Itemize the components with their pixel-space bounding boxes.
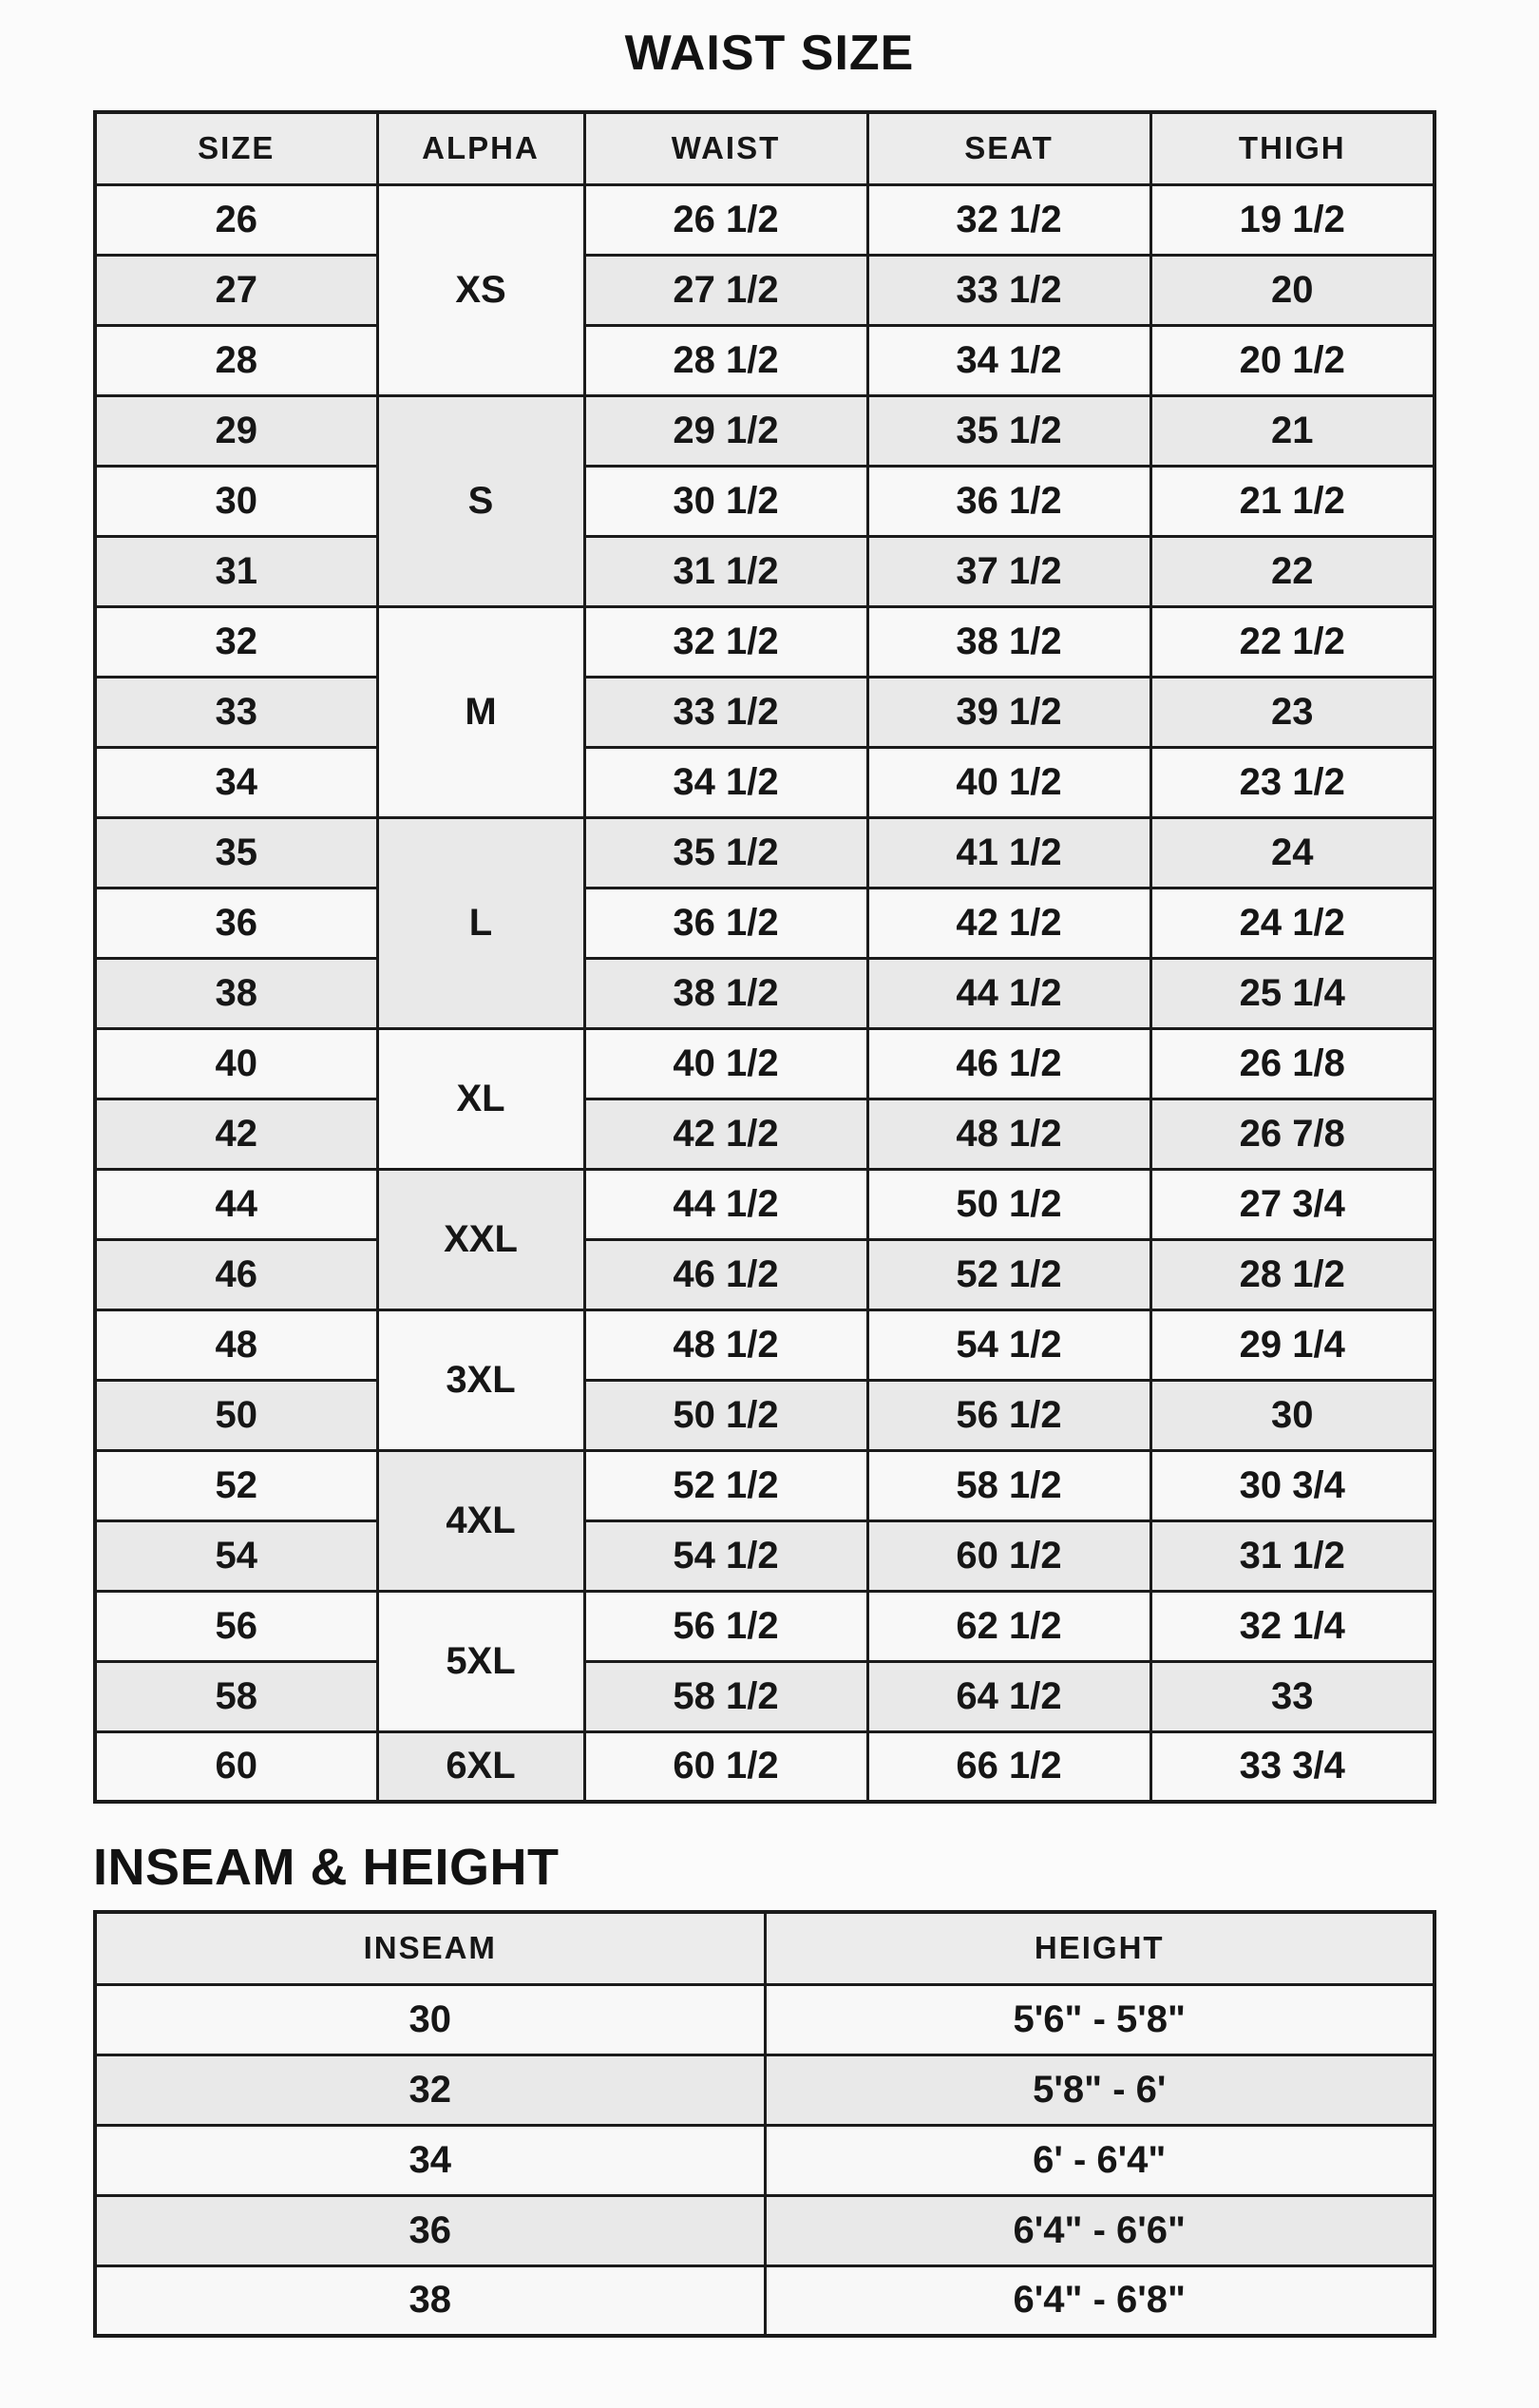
inseam-cell: 38 bbox=[95, 2265, 765, 2336]
seat-cell: 66 1/2 bbox=[867, 1731, 1150, 1802]
thigh-cell: 30 bbox=[1150, 1380, 1434, 1450]
header-cell-seat: SEAT bbox=[867, 112, 1150, 184]
waist-cell: 44 1/2 bbox=[584, 1169, 867, 1239]
seat-cell: 33 1/2 bbox=[867, 255, 1150, 325]
seat-cell: 38 1/2 bbox=[867, 606, 1150, 677]
alpha-cell: XL bbox=[377, 1028, 584, 1169]
table-row bbox=[95, 1169, 1434, 1239]
size-cell: 54 bbox=[95, 1520, 377, 1591]
thigh-cell: 24 bbox=[1150, 817, 1434, 888]
thigh-cell: 21 bbox=[1150, 395, 1434, 466]
alpha-cell: XXL bbox=[377, 1169, 584, 1309]
thigh-cell: 24 1/2 bbox=[1150, 888, 1434, 958]
header-cell-waist: WAIST bbox=[584, 112, 867, 184]
table-row bbox=[95, 536, 1434, 606]
thigh-cell: 31 1/2 bbox=[1150, 1520, 1434, 1591]
table-row bbox=[95, 1520, 1434, 1591]
waist-size-title: WAIST SIZE bbox=[624, 26, 915, 81]
waist-cell: 27 1/2 bbox=[584, 255, 867, 325]
size-cell: 26 bbox=[95, 184, 377, 255]
inseam-height-table bbox=[93, 1910, 1436, 2338]
header-row bbox=[95, 1912, 1434, 1984]
size-cell: 52 bbox=[95, 1450, 377, 1520]
size-cell: 50 bbox=[95, 1380, 377, 1450]
seat-cell: 60 1/2 bbox=[867, 1520, 1150, 1591]
waist-cell: 29 1/2 bbox=[584, 395, 867, 466]
table-row bbox=[95, 958, 1434, 1028]
size-cell: 58 bbox=[95, 1661, 377, 1731]
waist-cell: 52 1/2 bbox=[584, 1450, 867, 1520]
size-cell: 48 bbox=[95, 1309, 377, 1380]
seat-cell: 54 1/2 bbox=[867, 1309, 1150, 1380]
table-row bbox=[95, 1028, 1434, 1099]
waist-cell: 30 1/2 bbox=[584, 466, 867, 536]
waist-cell: 40 1/2 bbox=[584, 1028, 867, 1099]
thigh-cell: 30 3/4 bbox=[1150, 1450, 1434, 1520]
height-cell: 5'8" - 6' bbox=[765, 2054, 1434, 2125]
table-row bbox=[95, 1661, 1434, 1731]
waist-cell: 33 1/2 bbox=[584, 677, 867, 747]
seat-cell: 64 1/2 bbox=[867, 1661, 1150, 1731]
seat-cell: 50 1/2 bbox=[867, 1169, 1150, 1239]
header-cell-inseam: INSEAM bbox=[95, 1912, 765, 1984]
table-row bbox=[95, 606, 1434, 677]
table-row bbox=[95, 1731, 1434, 1802]
size-cell: 34 bbox=[95, 747, 377, 817]
alpha-cell: 4XL bbox=[377, 1450, 584, 1591]
seat-cell: 52 1/2 bbox=[867, 1239, 1150, 1309]
size-cell: 28 bbox=[95, 325, 377, 395]
thigh-cell: 22 1/2 bbox=[1150, 606, 1434, 677]
size-chart-page bbox=[0, 26, 1539, 2408]
seat-cell: 39 1/2 bbox=[867, 677, 1150, 747]
seat-cell: 62 1/2 bbox=[867, 1591, 1150, 1661]
waist-cell: 60 1/2 bbox=[584, 1731, 867, 1802]
size-cell: 27 bbox=[95, 255, 377, 325]
thigh-cell: 28 1/2 bbox=[1150, 1239, 1434, 1309]
waist-cell: 42 1/2 bbox=[584, 1099, 867, 1169]
thigh-cell: 20 1/2 bbox=[1150, 325, 1434, 395]
table-row bbox=[95, 1309, 1434, 1380]
table-row bbox=[95, 184, 1434, 255]
seat-cell: 35 1/2 bbox=[867, 395, 1150, 466]
size-cell: 44 bbox=[95, 1169, 377, 1239]
waist-cell: 48 1/2 bbox=[584, 1309, 867, 1380]
table-row bbox=[95, 395, 1434, 466]
table-row bbox=[95, 747, 1434, 817]
height-cell: 6' - 6'4" bbox=[765, 2125, 1434, 2195]
waist-cell: 34 1/2 bbox=[584, 747, 867, 817]
table-row bbox=[95, 325, 1434, 395]
table-row bbox=[95, 1591, 1434, 1661]
thigh-cell: 32 1/4 bbox=[1150, 1591, 1434, 1661]
size-cell: 60 bbox=[95, 1731, 377, 1802]
table-row bbox=[95, 1984, 1434, 2054]
waist-cell: 26 1/2 bbox=[584, 184, 867, 255]
inseam-height-title: INSEAM & HEIGHT bbox=[93, 1839, 560, 1896]
thigh-cell: 26 7/8 bbox=[1150, 1099, 1434, 1169]
inseam-cell: 30 bbox=[95, 1984, 765, 2054]
table-row bbox=[95, 466, 1434, 536]
seat-cell: 32 1/2 bbox=[867, 184, 1150, 255]
size-cell: 56 bbox=[95, 1591, 377, 1661]
table-row bbox=[95, 817, 1434, 888]
table-row bbox=[95, 677, 1434, 747]
waist-cell: 36 1/2 bbox=[584, 888, 867, 958]
thigh-cell: 33 3/4 bbox=[1150, 1731, 1434, 1802]
thigh-cell: 21 1/2 bbox=[1150, 466, 1434, 536]
header-cell-size: SIZE bbox=[95, 112, 377, 184]
table-row bbox=[95, 2054, 1434, 2125]
alpha-cell: 6XL bbox=[377, 1731, 584, 1802]
waist-cell: 31 1/2 bbox=[584, 536, 867, 606]
waist-cell: 58 1/2 bbox=[584, 1661, 867, 1731]
thigh-cell: 23 bbox=[1150, 677, 1434, 747]
waist-cell: 50 1/2 bbox=[584, 1380, 867, 1450]
thigh-cell: 27 3/4 bbox=[1150, 1169, 1434, 1239]
table-row bbox=[95, 2125, 1434, 2195]
size-cell: 30 bbox=[95, 466, 377, 536]
height-cell: 6'4" - 6'6" bbox=[765, 2195, 1434, 2265]
table-row bbox=[95, 1099, 1434, 1169]
seat-cell: 42 1/2 bbox=[867, 888, 1150, 958]
size-cell: 42 bbox=[95, 1099, 377, 1169]
seat-cell: 56 1/2 bbox=[867, 1380, 1150, 1450]
waist-cell: 56 1/2 bbox=[584, 1591, 867, 1661]
alpha-cell: L bbox=[377, 817, 584, 1028]
size-cell: 38 bbox=[95, 958, 377, 1028]
thigh-cell: 29 1/4 bbox=[1150, 1309, 1434, 1380]
header-row bbox=[95, 112, 1434, 184]
alpha-cell: M bbox=[377, 606, 584, 817]
table-row bbox=[95, 1239, 1434, 1309]
size-cell: 32 bbox=[95, 606, 377, 677]
size-cell: 40 bbox=[95, 1028, 377, 1099]
inseam-cell: 32 bbox=[95, 2054, 765, 2125]
thigh-cell: 23 1/2 bbox=[1150, 747, 1434, 817]
seat-cell: 34 1/2 bbox=[867, 325, 1150, 395]
size-cell: 36 bbox=[95, 888, 377, 958]
size-cell: 33 bbox=[95, 677, 377, 747]
table-row bbox=[95, 888, 1434, 958]
size-cell: 46 bbox=[95, 1239, 377, 1309]
waist-cell: 46 1/2 bbox=[584, 1239, 867, 1309]
size-cell: 29 bbox=[95, 395, 377, 466]
waist-size-table bbox=[93, 110, 1436, 1804]
seat-cell: 48 1/2 bbox=[867, 1099, 1150, 1169]
height-cell: 6'4" - 6'8" bbox=[765, 2265, 1434, 2336]
waist-cell: 38 1/2 bbox=[584, 958, 867, 1028]
table-row bbox=[95, 2265, 1434, 2336]
size-cell: 35 bbox=[95, 817, 377, 888]
thigh-cell: 19 1/2 bbox=[1150, 184, 1434, 255]
thigh-cell: 26 1/8 bbox=[1150, 1028, 1434, 1099]
seat-cell: 44 1/2 bbox=[867, 958, 1150, 1028]
seat-cell: 46 1/2 bbox=[867, 1028, 1150, 1099]
waist-cell: 32 1/2 bbox=[584, 606, 867, 677]
table-row bbox=[95, 255, 1434, 325]
alpha-cell: 3XL bbox=[377, 1309, 584, 1450]
thigh-cell: 20 bbox=[1150, 255, 1434, 325]
header-cell-alpha: ALPHA bbox=[377, 112, 584, 184]
inseam-cell: 36 bbox=[95, 2195, 765, 2265]
size-cell: 31 bbox=[95, 536, 377, 606]
table-row bbox=[95, 2195, 1434, 2265]
alpha-cell: S bbox=[377, 395, 584, 606]
alpha-cell: XS bbox=[377, 184, 584, 395]
waist-cell: 35 1/2 bbox=[584, 817, 867, 888]
seat-cell: 58 1/2 bbox=[867, 1450, 1150, 1520]
thigh-cell: 22 bbox=[1150, 536, 1434, 606]
thigh-cell: 33 bbox=[1150, 1661, 1434, 1731]
header-cell-thigh: THIGH bbox=[1150, 112, 1434, 184]
seat-cell: 37 1/2 bbox=[867, 536, 1150, 606]
waist-cell: 54 1/2 bbox=[584, 1520, 867, 1591]
alpha-cell: 5XL bbox=[377, 1591, 584, 1731]
height-cell: 5'6" - 5'8" bbox=[765, 1984, 1434, 2054]
inseam-cell: 34 bbox=[95, 2125, 765, 2195]
seat-cell: 36 1/2 bbox=[867, 466, 1150, 536]
table-row bbox=[95, 1450, 1434, 1520]
header-cell-height: HEIGHT bbox=[765, 1912, 1434, 1984]
thigh-cell: 25 1/4 bbox=[1150, 958, 1434, 1028]
waist-cell: 28 1/2 bbox=[584, 325, 867, 395]
seat-cell: 40 1/2 bbox=[867, 747, 1150, 817]
table-row bbox=[95, 1380, 1434, 1450]
seat-cell: 41 1/2 bbox=[867, 817, 1150, 888]
